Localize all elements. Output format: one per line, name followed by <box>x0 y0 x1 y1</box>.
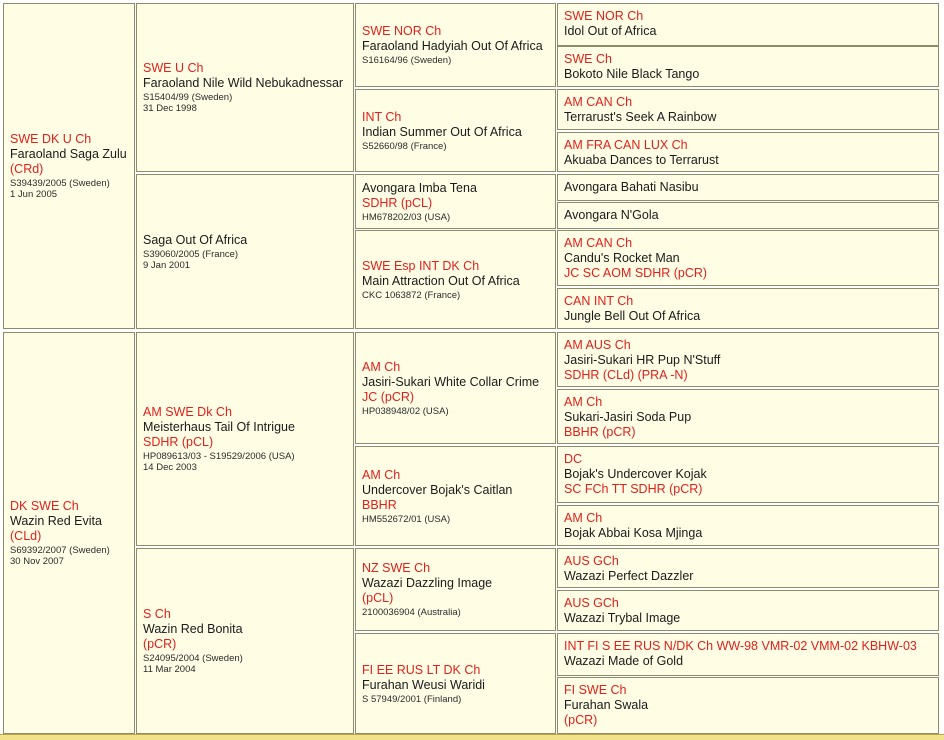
g3-dog-cell <box>355 230 556 329</box>
g4-dog-cell <box>557 230 939 286</box>
dog-name: Avongara Bahati Nasibu <box>564 180 699 194</box>
dog-registration: 2100036904 (Australia) <box>362 607 461 618</box>
dog-titles-after: BBHR (pCR) <box>564 425 636 439</box>
dog-name: Jasiri-Sukari HR Pup N'Stuff <box>564 353 721 367</box>
dog-title: AUS GCh <box>564 554 619 568</box>
dog-name: Jungle Bell Out Of Africa <box>564 309 701 323</box>
dog-name: Bojak's Undercover Kojak <box>564 467 707 481</box>
dog-name: Wazazi Made of Gold <box>564 654 684 668</box>
dog-name: Wazazi Trybal Image <box>564 611 681 625</box>
dog-title: SWE U Ch <box>143 61 204 75</box>
dog-title: DK SWE Ch <box>10 499 79 513</box>
g3-dog-cell <box>355 633 556 734</box>
g3-dog-cell <box>355 332 556 444</box>
g2-dog-cell <box>136 548 354 734</box>
dog-title: AM Ch <box>564 511 603 525</box>
dog-titles-after: JC (pCR) <box>362 389 415 404</box>
dog-registration: HM678202/03 (USA) <box>362 211 451 223</box>
dog-name: Wazazi Perfect Dazzler <box>564 569 694 583</box>
dog-title: AM AUS Ch <box>564 338 631 352</box>
dog-titles-after: SDHR (pCL) <box>362 195 433 210</box>
dog-title: AM CAN Ch <box>564 95 633 109</box>
dog-birthdate: 30 Nov 2007 <box>10 556 64 567</box>
dog-birthdate: 11 Mar 2004 <box>143 664 196 675</box>
dog-registration: S52660/98 (France) <box>362 140 447 152</box>
g4-dog-cell <box>557 677 939 734</box>
dog-name: Faraoland Hadyiah Out Of Africa <box>362 39 543 53</box>
dog-title: SWE Ch <box>564 52 612 66</box>
g4-dog-cell <box>557 89 939 130</box>
dog-name: Saga Out Of Africa <box>143 232 248 247</box>
g2-dog-cell <box>136 3 354 172</box>
g2-dog-cell <box>136 174 354 329</box>
g4-dog-cell <box>557 590 939 631</box>
dog-titles-after: BBHR <box>362 497 397 512</box>
dog-name: Jasiri-Sukari White Collar Crime <box>362 374 540 389</box>
dog-title: CAN INT Ch <box>564 294 634 308</box>
dog-title: AM Ch <box>362 359 401 374</box>
dog-titles-after: (pCR) <box>143 637 177 651</box>
g3-dog-cell <box>355 548 556 631</box>
g2-dog-cell <box>136 332 354 546</box>
g1-dog-cell <box>3 3 135 329</box>
dog-title: AM FRA CAN LUX Ch <box>564 138 688 152</box>
dog-name: Wazin Red Evita <box>10 514 102 528</box>
dog-title: AUS GCh <box>564 596 619 610</box>
dog-name: Avongara N'Gola <box>564 208 659 222</box>
dog-registration: S39060/2005 (France) <box>143 248 239 260</box>
dog-registration: S16164/96 (Sweden) <box>362 55 452 66</box>
bottom-band <box>0 734 944 740</box>
g3-dog-cell <box>355 174 556 229</box>
g4-dog-cell <box>557 332 939 387</box>
dog-title: AM SWE Dk Ch <box>143 405 232 419</box>
dog-registration: HM552672/01 (USA) <box>362 513 451 525</box>
g4-dog-cell <box>557 389 939 444</box>
dog-registration: S 57949/2001 (Finland) <box>362 693 462 705</box>
g4-dog-cell <box>557 505 939 546</box>
dog-title: AM Ch <box>362 467 401 482</box>
dog-title: SWE NOR Ch <box>564 9 644 23</box>
dog-name: Idol Out of Africa <box>564 24 657 38</box>
dog-birthdate: 1 Jun 2005 <box>10 189 58 200</box>
dog-titles-after: JC SC AOM SDHR (pCR) <box>564 266 708 280</box>
dog-title: S Ch <box>143 607 171 621</box>
dog-birthdate: 31 Dec 1998 <box>143 103 197 114</box>
dog-titles-after: (pCL) <box>362 591 394 605</box>
g3-dog-cell <box>355 3 556 87</box>
dog-titles-after: SC FCh TT SDHR (pCR) <box>564 482 703 496</box>
dog-title: FI SWE Ch <box>564 683 627 697</box>
dog-registration: CKC 1063872 (France) <box>362 289 461 301</box>
g4-dog-cell <box>557 46 939 87</box>
dog-title: SWE DK U Ch <box>10 132 92 146</box>
dog-name: Furahan Weusi Waridi <box>362 677 485 692</box>
g3-dog-cell <box>355 89 556 172</box>
dog-name: Wazin Red Bonita <box>143 622 243 636</box>
dog-name: Akuaba Dances to Terrarust <box>564 153 719 167</box>
g4-dog-cell <box>557 3 939 46</box>
dog-name: Indian Summer Out Of Africa <box>362 124 522 139</box>
dog-name: Furahan Swala <box>564 698 649 712</box>
dog-title: SWE NOR Ch <box>362 24 442 38</box>
dog-registration: S69392/2007 (Sweden) <box>10 545 110 556</box>
g1-dog-cell <box>3 332 135 734</box>
dog-registration: S24095/2004 (Sweden) <box>143 653 243 664</box>
dog-birthdate: 14 Dec 2003 <box>143 462 197 473</box>
dog-name: Avongara Imba Tena <box>362 180 477 195</box>
g3-dog-cell <box>355 446 556 546</box>
dog-name: Undercover Bojak's Caitlan <box>362 482 513 497</box>
dog-name: Main Attraction Out Of Africa <box>362 273 520 288</box>
dog-name: Faraoland Nile Wild Nebukadnessar <box>143 76 344 90</box>
dog-name: Candu's Rocket Man <box>564 251 680 265</box>
g4-dog-cell <box>557 174 939 201</box>
dog-title: AM Ch <box>564 395 603 409</box>
dog-title: NZ SWE Ch <box>362 561 431 575</box>
dog-name: Wazazi Dazzling Image <box>362 576 493 590</box>
dog-registration: HP038948/02 (USA) <box>362 405 449 417</box>
dog-name: Meisterhaus Tail Of Intrigue <box>143 420 295 434</box>
dog-title: DC <box>564 452 583 466</box>
dog-titles-after: SDHR (CLd) (PRA -N) <box>564 368 688 382</box>
dog-name: Bojak Abbai Kosa Mjinga <box>564 526 703 540</box>
g4-dog-cell <box>557 446 939 503</box>
g4-dog-cell <box>557 132 939 172</box>
dog-titles-after: (pCR) <box>564 713 598 727</box>
dog-title: INT FI S EE RUS N/DK Ch WW-98 VMR-02 VMM-02 KBHW-03 <box>564 639 917 653</box>
dog-titles-after: (CLd) <box>10 529 42 543</box>
g4-dog-cell <box>557 288 939 329</box>
dog-name: Bokoto Nile Black Tango <box>564 67 700 81</box>
dog-title: SWE Esp INT DK Ch <box>362 258 480 273</box>
dog-title: INT Ch <box>362 109 402 124</box>
dog-title: FI EE RUS LT DK Ch <box>362 662 481 677</box>
dog-birthdate: 9 Jan 2001 <box>143 259 191 271</box>
dog-name: Terrarust's Seek A Rainbow <box>564 110 717 124</box>
g4-dog-cell <box>557 633 939 676</box>
dog-registration: S15404/99 (Sweden) <box>143 92 233 103</box>
dog-registration: HP089613/03 - S19529/2006 (USA) <box>143 451 295 462</box>
dog-title: AM CAN Ch <box>564 236 633 250</box>
dog-name: Sukari-Jasiri Soda Pup <box>564 410 692 424</box>
dog-titles-after: SDHR (pCL) <box>143 435 214 449</box>
g4-dog-cell <box>557 548 939 588</box>
dog-registration: S39439/2005 (Sweden) <box>10 178 110 189</box>
dog-name: Faraoland Saga Zulu <box>10 147 127 161</box>
dog-titles-after: (CRd) <box>10 162 44 176</box>
g4-dog-cell <box>557 202 939 229</box>
